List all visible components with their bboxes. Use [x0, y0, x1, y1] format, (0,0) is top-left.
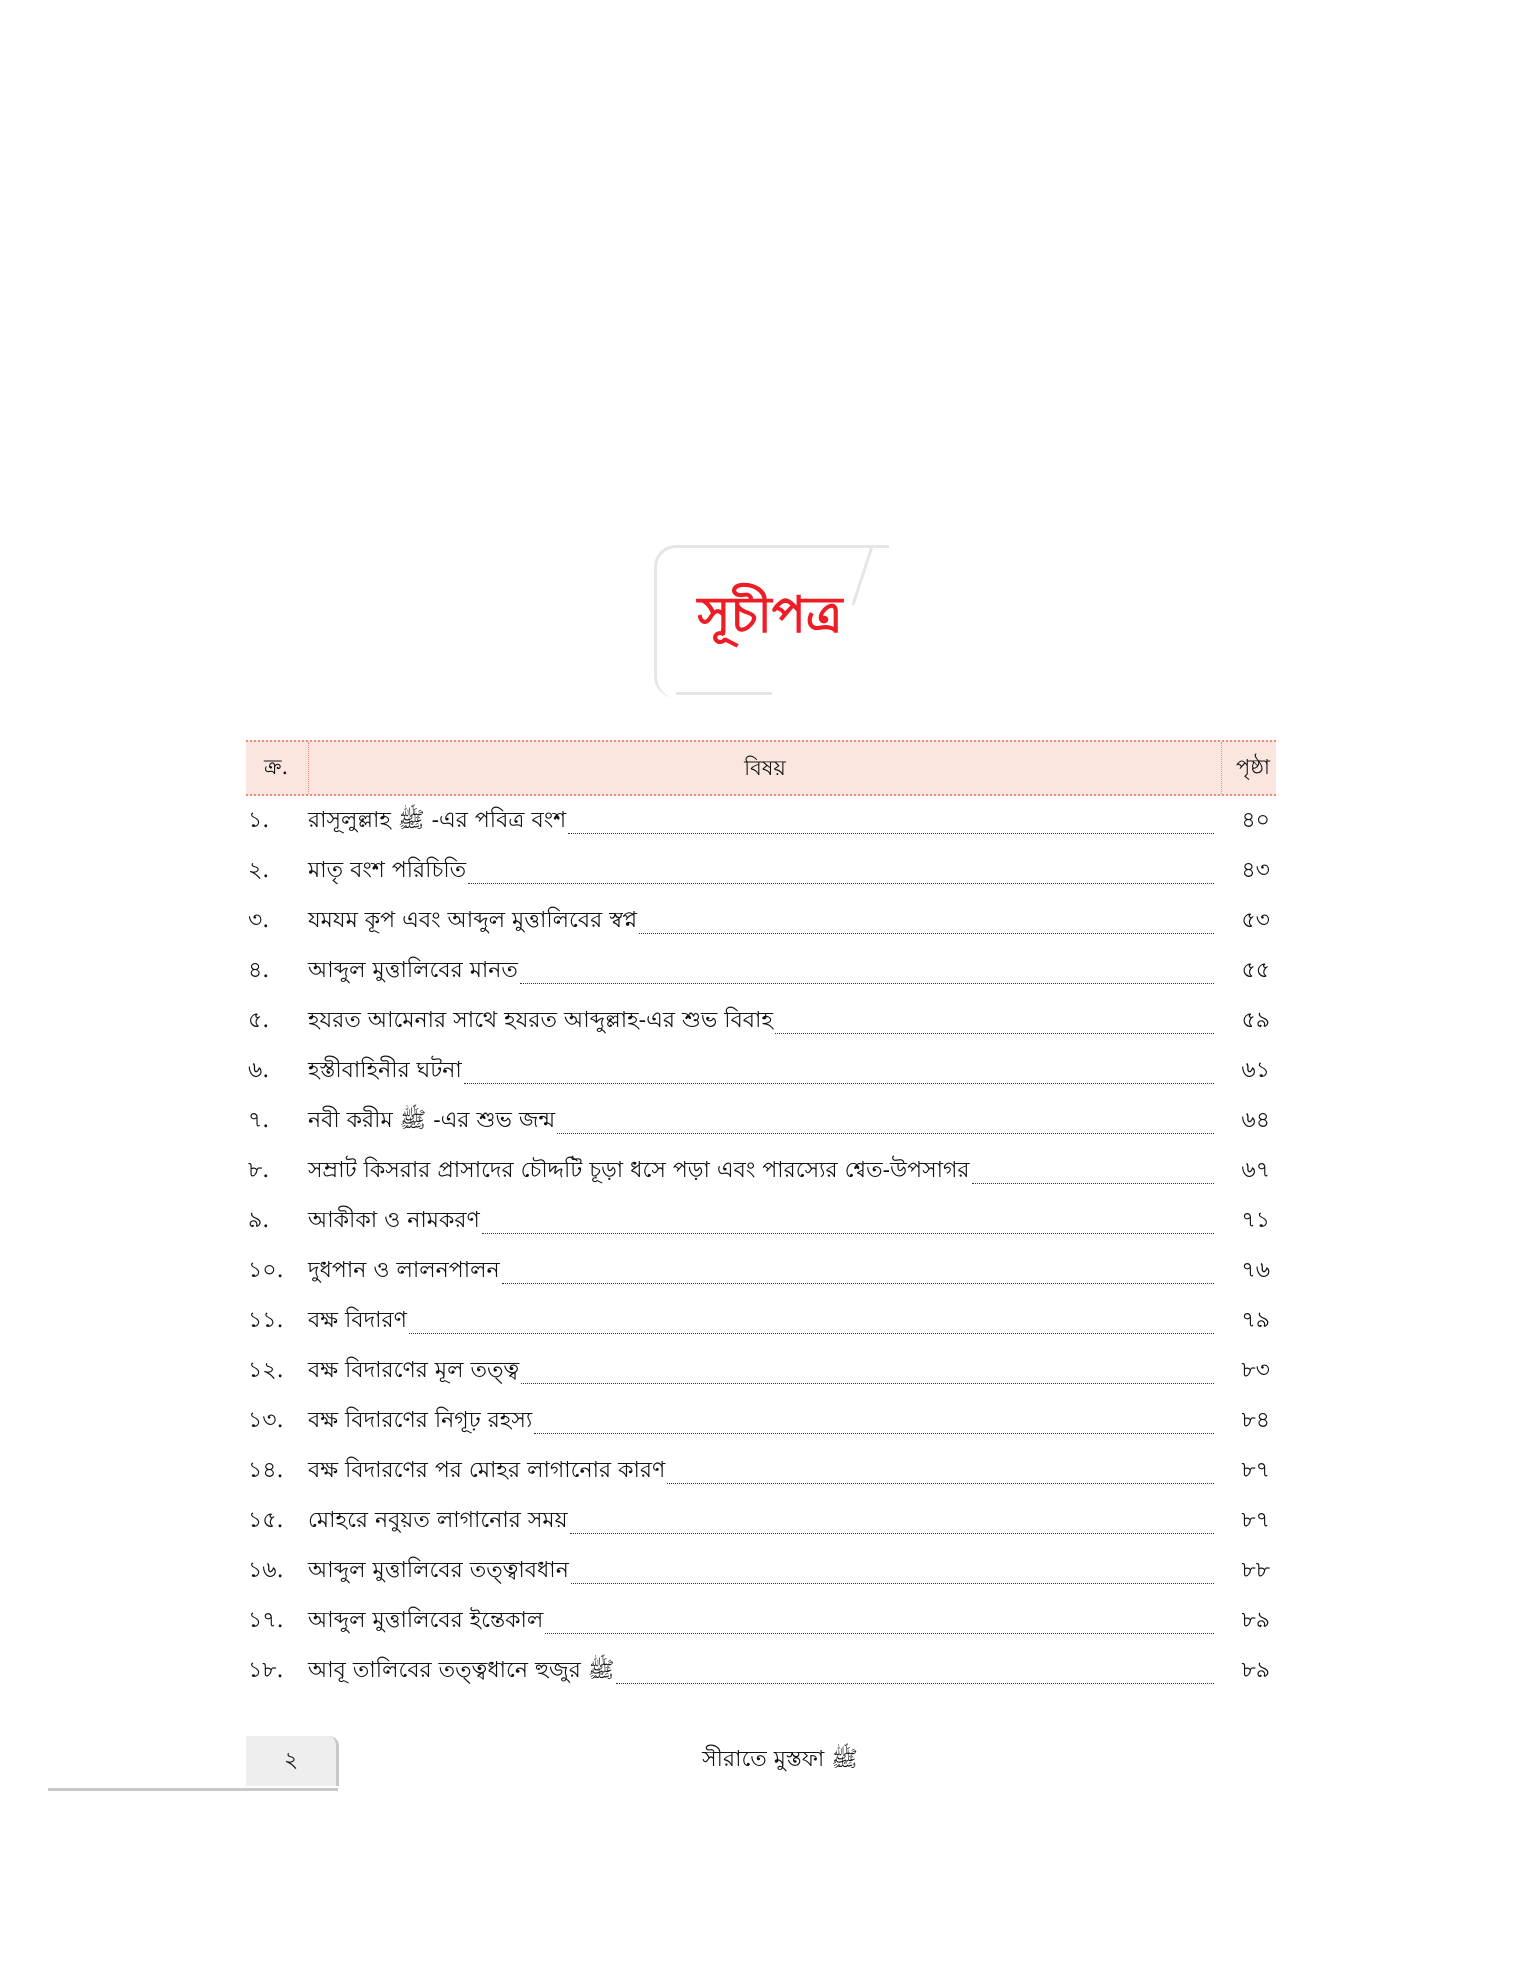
toc-row-topic-cell	[308, 1553, 1222, 1596]
toc-row	[246, 896, 1276, 946]
toc-row-topic-cell	[308, 953, 1222, 996]
toc-row-page: ৭৯	[1241, 1308, 1270, 1333]
toc-row-page: ৪৩	[1241, 858, 1270, 883]
toc-row-number: ১০.	[248, 1258, 284, 1283]
toc-header-topic: বিষয়	[308, 742, 1222, 794]
toc-row-page: ৫৩	[1241, 908, 1270, 933]
toc-row-number: ১২.	[248, 1358, 284, 1383]
toc-row-topic: সম্রাট কিসরার প্রাসাদের চৌদ্দটি চূড়া ধসে পড়া এবং পারস্যের শ্বেত-উপসাগর	[308, 1158, 970, 1183]
toc-row-topic-cell	[308, 1003, 1222, 1046]
toc-row-topic-cell	[308, 1353, 1222, 1396]
page-number: ২	[246, 1736, 339, 1786]
toc-row-number: ১৮.	[248, 1658, 284, 1683]
toc-row	[246, 1196, 1276, 1246]
toc-row-page: ৫৯	[1241, 1008, 1270, 1033]
toc-row-topic-cell	[308, 1403, 1222, 1446]
toc-row-topic: যমযম কূপ এবং আব্দুল মুত্তালিবের স্বপ্ন	[308, 908, 638, 933]
toc-row-number: ১১.	[248, 1308, 284, 1333]
toc-row	[246, 1396, 1276, 1446]
table-of-contents	[246, 740, 1276, 1696]
toc-row-topic-cell	[308, 1153, 1222, 1196]
toc-row-topic-cell	[308, 1603, 1222, 1646]
dot-leader	[568, 833, 1214, 834]
toc-row-topic: দুধপান ও লালনপালন	[308, 1258, 500, 1283]
page-title: সূচীপত্র	[697, 586, 843, 644]
toc-row-number: ৬.	[248, 1058, 270, 1083]
toc-row-topic: আব্দুল মুত্তালিবের মানত	[308, 958, 518, 983]
toc-row-topic: বক্ষ বিদারণের পর মোহর লাগানোর কারণ	[308, 1458, 666, 1483]
toc-row-number: ১৩.	[248, 1408, 284, 1433]
dot-leader	[557, 1133, 1214, 1134]
toc-row-number: ২.	[248, 858, 270, 883]
toc-row-page: ৬৭	[1241, 1158, 1270, 1183]
toc-row-topic-cell	[308, 1203, 1222, 1246]
dot-leader	[502, 1283, 1214, 1284]
toc-row-topic: নবী করীম ﷺ -এর শুভ জন্ম	[308, 1108, 556, 1133]
toc-row-topic: আকীকা ও নামকরণ	[308, 1208, 480, 1233]
toc-row	[246, 1246, 1276, 1296]
toc-row-topic-cell	[308, 1053, 1222, 1096]
toc-row-number: ৪.	[248, 958, 270, 983]
dot-leader	[616, 1683, 1214, 1684]
toc-row-topic-cell	[308, 1653, 1222, 1696]
toc-row-number: ৮.	[248, 1158, 270, 1183]
toc-row-number: ৯.	[248, 1208, 270, 1233]
toc-row-page: ৭১	[1241, 1208, 1270, 1233]
toc-row-page: ৭৬	[1241, 1258, 1270, 1283]
toc-row-number: ১৪.	[248, 1458, 284, 1483]
toc-row-topic-cell	[308, 903, 1222, 946]
title-frame-bottom-edge	[676, 692, 772, 695]
toc-row-topic-cell	[308, 853, 1222, 896]
toc-row-number: ১৫.	[248, 1508, 284, 1533]
footer-rule	[48, 1788, 338, 1791]
toc-row	[246, 1496, 1276, 1546]
toc-row-page: ৮৯	[1241, 1608, 1270, 1633]
toc-row-number: ৭.	[248, 1108, 270, 1133]
dot-leader	[775, 1033, 1214, 1034]
toc-row-topic: বক্ষ বিদারণ	[308, 1308, 407, 1333]
toc-row-number: ১.	[248, 808, 270, 833]
toc-row-topic: রাসূলুল্লাহ ﷺ -এর পবিত্র বংশ	[308, 808, 567, 833]
toc-row-topic: মাতৃ বংশ পরিচিতি	[308, 858, 467, 883]
dot-leader	[464, 1083, 1214, 1084]
toc-row-topic: বক্ষ বিদারণের মূল তত্ত্ব	[308, 1358, 520, 1383]
toc-row-topic-cell	[308, 1453, 1222, 1496]
toc-row-topic: হস্তীবাহিনীর ঘটনা	[308, 1058, 462, 1083]
dot-leader	[545, 1633, 1214, 1634]
toc-row	[246, 946, 1276, 996]
dot-leader	[534, 1433, 1214, 1434]
toc-row-topic: আব্দুল মুত্তালিবের ইন্তেকাল	[308, 1608, 544, 1633]
toc-row-topic-cell	[308, 1103, 1222, 1146]
dot-leader	[468, 883, 1214, 884]
dot-leader	[972, 1183, 1214, 1184]
toc-header-row	[246, 740, 1276, 796]
toc-row-page: ৮৯	[1241, 1658, 1270, 1683]
toc-body	[246, 796, 1276, 1696]
toc-row	[246, 846, 1276, 896]
toc-row-topic: আবূ তালিবের তত্ত্বধানে হুজুর ﷺ	[308, 1658, 615, 1683]
toc-row	[246, 996, 1276, 1046]
toc-row-page: ৮৭	[1241, 1508, 1270, 1533]
dot-leader	[570, 1533, 1214, 1534]
dot-leader	[482, 1233, 1214, 1234]
toc-row-topic-cell	[308, 1503, 1222, 1546]
toc-row	[246, 1596, 1276, 1646]
toc-row	[246, 1646, 1276, 1696]
toc-row-topic: বক্ষ বিদারণের নিগূঢ় রহস্য	[308, 1408, 533, 1433]
dot-leader	[571, 1583, 1214, 1584]
toc-row-topic: হযরত আমেনার সাথে হযরত আব্দুল্লাহ-এর শুভ বিবাহ	[308, 1008, 773, 1033]
running-title: সীরাতে মুস্তফা ﷺ	[702, 1747, 858, 1772]
toc-row	[246, 1146, 1276, 1196]
toc-row-topic-cell	[308, 1303, 1222, 1346]
toc-row	[246, 1046, 1276, 1096]
toc-row	[246, 1096, 1276, 1146]
toc-row	[246, 1346, 1276, 1396]
toc-header-number: ক্র.	[264, 754, 289, 779]
toc-row	[246, 1296, 1276, 1346]
toc-row-page: ৮৭	[1241, 1458, 1270, 1483]
toc-row-page: ৬৪	[1241, 1108, 1270, 1133]
dot-leader	[639, 933, 1214, 934]
toc-row-page: ৪০	[1241, 808, 1270, 833]
toc-row-topic-cell	[308, 803, 1222, 846]
toc-row-page: ৮৮	[1241, 1558, 1270, 1583]
toc-row-page: ৮৩	[1241, 1358, 1270, 1383]
toc-row-topic: আব্দুল মুত্তালিবের তত্ত্বাবধান	[308, 1558, 569, 1583]
toc-row-number: ১৬.	[248, 1558, 284, 1583]
dot-leader	[667, 1483, 1214, 1484]
toc-row-page: ৮৪	[1241, 1408, 1270, 1433]
toc-header-page: পৃষ্ঠা	[1235, 754, 1270, 779]
toc-row-number: ১৭.	[248, 1608, 284, 1633]
toc-row-page: ৬১	[1241, 1058, 1270, 1083]
toc-row-number: ৫.	[248, 1008, 270, 1033]
toc-row-topic-cell	[308, 1253, 1222, 1296]
toc-row-topic: মোহরে নবুয়ত লাগানোর সময়	[308, 1508, 568, 1533]
dot-leader	[521, 1383, 1214, 1384]
dot-leader	[520, 983, 1214, 984]
toc-row-page: ৫৫	[1241, 958, 1270, 983]
toc-row	[246, 796, 1276, 846]
toc-row	[246, 1546, 1276, 1596]
toc-row-number: ৩.	[248, 908, 270, 933]
toc-row	[246, 1446, 1276, 1496]
dot-leader	[409, 1333, 1214, 1334]
